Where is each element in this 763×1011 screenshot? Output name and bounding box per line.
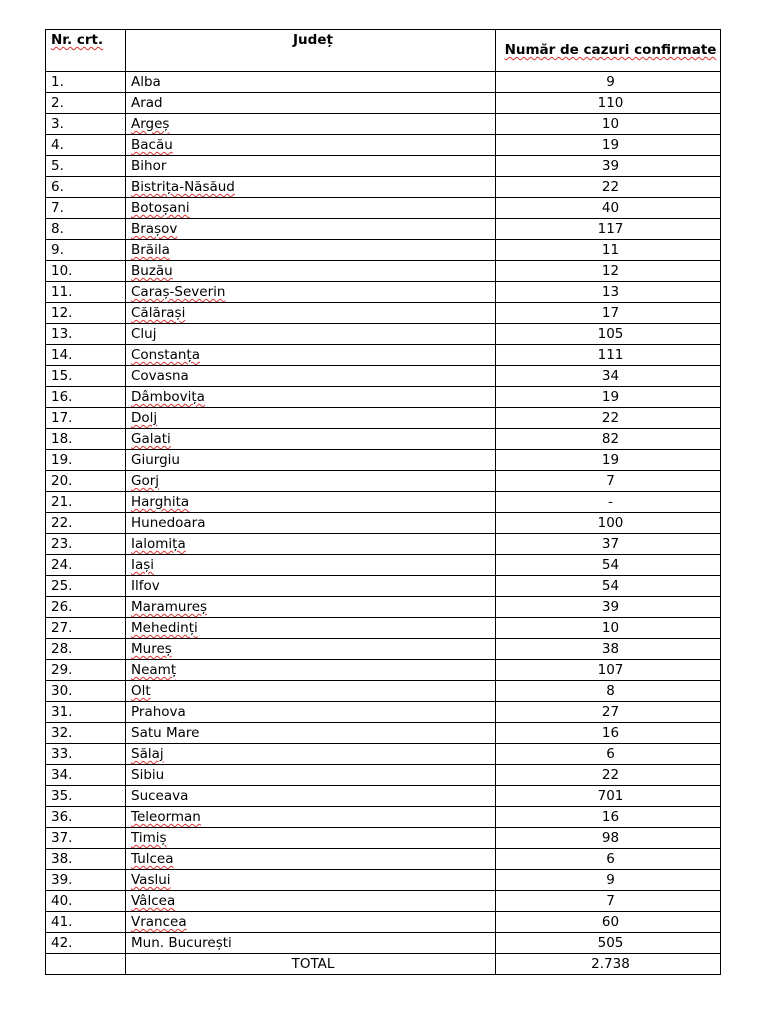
table-row xyxy=(46,681,721,702)
nr-crt-cell: 37. xyxy=(46,828,126,849)
cazuri-cell: 6 xyxy=(496,744,721,765)
judet-name: Vâlcea xyxy=(131,893,176,909)
nr-crt-cell: 27. xyxy=(46,618,126,639)
judet-cell xyxy=(126,72,496,93)
judet-cell xyxy=(126,93,496,114)
judet-name: Dâmbovița xyxy=(131,389,205,405)
nr-crt-cell: 14. xyxy=(46,345,126,366)
table-row xyxy=(46,555,721,576)
judet-name: Tulcea xyxy=(131,851,174,867)
table-row xyxy=(46,744,721,765)
judet-name: Hunedoara xyxy=(131,515,206,531)
cazuri-cell: 107 xyxy=(496,660,721,681)
table-row xyxy=(46,660,721,681)
nr-crt-cell: 8. xyxy=(46,219,126,240)
cases-table xyxy=(45,29,721,975)
judet-name: Covasna xyxy=(131,368,189,384)
nr-crt-cell: 15. xyxy=(46,366,126,387)
table-row xyxy=(46,723,721,744)
table-row xyxy=(46,93,721,114)
cazuri-cell: 17 xyxy=(496,303,721,324)
judet-name: Olt xyxy=(131,683,151,699)
judet-name: Prahova xyxy=(131,704,186,720)
judet-name: Vaslui xyxy=(131,872,171,888)
nr-crt-cell: 11. xyxy=(46,282,126,303)
nr-crt-cell: 35. xyxy=(46,786,126,807)
nr-crt-cell: 9. xyxy=(46,240,126,261)
judet-cell xyxy=(126,618,496,639)
table-row xyxy=(46,912,721,933)
total-label: TOTAL xyxy=(126,954,496,975)
table-row xyxy=(46,114,721,135)
judet-cell xyxy=(126,261,496,282)
cazuri-cell: 11 xyxy=(496,240,721,261)
nr-crt-cell: 28. xyxy=(46,639,126,660)
nr-crt-cell: 21. xyxy=(46,492,126,513)
table-row xyxy=(46,870,721,891)
judet-cell xyxy=(126,576,496,597)
table-row xyxy=(46,177,721,198)
header-nr-crt-text: Nr. crt. xyxy=(51,32,104,48)
header-row xyxy=(46,30,721,72)
cazuri-cell: 22 xyxy=(496,177,721,198)
judet-cell xyxy=(126,534,496,555)
table-row xyxy=(46,492,721,513)
cazuri-cell: 100 xyxy=(496,513,721,534)
cazuri-cell: 6 xyxy=(496,849,721,870)
judet-cell xyxy=(126,177,496,198)
cazuri-cell: 54 xyxy=(496,576,721,597)
judet-cell xyxy=(126,282,496,303)
judet-name: Bacău xyxy=(131,137,173,153)
cazuri-cell: 13 xyxy=(496,282,721,303)
header-numar-cazuri xyxy=(496,30,721,72)
nr-crt-cell: 29. xyxy=(46,660,126,681)
judet-name: Brăila xyxy=(131,242,170,258)
judet-cell xyxy=(126,345,496,366)
table-row xyxy=(46,135,721,156)
cazuri-cell: 82 xyxy=(496,429,721,450)
nr-crt-cell: 16. xyxy=(46,387,126,408)
nr-crt-cell: 26. xyxy=(46,597,126,618)
judet-cell xyxy=(126,597,496,618)
cazuri-cell: 10 xyxy=(496,114,721,135)
judet-name: Satu Mare xyxy=(131,725,200,741)
judet-cell xyxy=(126,135,496,156)
judet-cell xyxy=(126,639,496,660)
judet-cell xyxy=(126,513,496,534)
cazuri-cell: 98 xyxy=(496,828,721,849)
table-row xyxy=(46,786,721,807)
judet-name: Mun. București xyxy=(131,935,232,951)
judet-cell xyxy=(126,660,496,681)
nr-crt-cell: 12. xyxy=(46,303,126,324)
judet-cell xyxy=(126,219,496,240)
cazuri-cell: 27 xyxy=(496,702,721,723)
nr-crt-cell: 2. xyxy=(46,93,126,114)
table-row xyxy=(46,198,721,219)
table-row xyxy=(46,303,721,324)
cazuri-cell: 40 xyxy=(496,198,721,219)
nr-crt-cell: 6. xyxy=(46,177,126,198)
nr-crt-cell: 20. xyxy=(46,471,126,492)
table-row xyxy=(46,933,721,954)
table-row xyxy=(46,765,721,786)
judet-name: Mehedinți xyxy=(131,620,198,636)
judet-name: Neamț xyxy=(131,662,177,678)
nr-crt-cell: 5. xyxy=(46,156,126,177)
nr-crt-cell: 4. xyxy=(46,135,126,156)
nr-crt-cell: 33. xyxy=(46,744,126,765)
nr-crt-cell: 31. xyxy=(46,702,126,723)
total-empty-cell xyxy=(46,954,126,975)
cazuri-cell: 16 xyxy=(496,723,721,744)
cazuri-cell: 19 xyxy=(496,450,721,471)
judet-cell xyxy=(126,765,496,786)
nr-crt-cell: 41. xyxy=(46,912,126,933)
header-numar-cazuri-text: Număr de cazuri confirmate xyxy=(504,42,717,58)
cazuri-cell: 12 xyxy=(496,261,721,282)
judet-cell xyxy=(126,702,496,723)
table-row xyxy=(46,324,721,345)
table-row xyxy=(46,576,721,597)
judet-cell xyxy=(126,471,496,492)
table-row xyxy=(46,408,721,429)
nr-crt-cell: 32. xyxy=(46,723,126,744)
judet-cell xyxy=(126,114,496,135)
table-row xyxy=(46,807,721,828)
judet-cell xyxy=(126,807,496,828)
judet-name: Sălaj xyxy=(131,746,164,762)
table-row xyxy=(46,534,721,555)
judet-name: Cluj xyxy=(131,326,157,342)
judet-cell xyxy=(126,828,496,849)
judet-cell xyxy=(126,198,496,219)
judet-cell xyxy=(126,891,496,912)
table-row xyxy=(46,240,721,261)
judet-name: Suceava xyxy=(131,788,189,804)
judet-name: Gorj xyxy=(131,473,160,489)
nr-crt-cell: 40. xyxy=(46,891,126,912)
table-row xyxy=(46,471,721,492)
table-body xyxy=(46,72,721,954)
cazuri-cell: 54 xyxy=(496,555,721,576)
cazuri-cell: 7 xyxy=(496,891,721,912)
cazuri-cell: 19 xyxy=(496,387,721,408)
cazuri-cell: 9 xyxy=(496,870,721,891)
table-row xyxy=(46,828,721,849)
nr-crt-cell: 24. xyxy=(46,555,126,576)
cazuri-cell: 37 xyxy=(496,534,721,555)
cazuri-cell: - xyxy=(496,492,721,513)
judet-cell xyxy=(126,366,496,387)
judet-name: Harghita xyxy=(131,494,190,510)
judet-cell xyxy=(126,555,496,576)
table-row xyxy=(46,639,721,660)
cazuri-cell: 22 xyxy=(496,408,721,429)
judet-cell xyxy=(126,156,496,177)
judet-name: Ialomița xyxy=(131,536,186,552)
judet-cell xyxy=(126,681,496,702)
judet-name: Constanța xyxy=(131,347,200,363)
cazuri-cell: 16 xyxy=(496,807,721,828)
judet-name: Sibiu xyxy=(131,767,165,783)
nr-crt-cell: 18. xyxy=(46,429,126,450)
table-row xyxy=(46,366,721,387)
cazuri-cell: 39 xyxy=(496,597,721,618)
judet-cell xyxy=(126,387,496,408)
cazuri-cell: 39 xyxy=(496,156,721,177)
judet-cell xyxy=(126,450,496,471)
judet-name: Giurgiu xyxy=(131,452,180,468)
nr-crt-cell: 42. xyxy=(46,933,126,954)
judet-name: Ilfov xyxy=(131,578,160,594)
judet-cell xyxy=(126,240,496,261)
table-row xyxy=(46,513,721,534)
nr-crt-cell: 39. xyxy=(46,870,126,891)
judet-name: Teleorman xyxy=(131,809,201,825)
header-nr-crt xyxy=(46,30,126,72)
table-row xyxy=(46,72,721,93)
nr-crt-cell: 34. xyxy=(46,765,126,786)
table-row xyxy=(46,618,721,639)
judet-cell xyxy=(126,933,496,954)
judet-name: Călărași xyxy=(131,305,186,321)
nr-crt-cell: 25. xyxy=(46,576,126,597)
nr-crt-cell: 10. xyxy=(46,261,126,282)
judet-name: Timiș xyxy=(131,830,167,846)
nr-crt-cell: 7. xyxy=(46,198,126,219)
table-row xyxy=(46,219,721,240)
table-row xyxy=(46,345,721,366)
table-row xyxy=(46,849,721,870)
judet-cell xyxy=(126,492,496,513)
cazuri-cell: 111 xyxy=(496,345,721,366)
judet-cell xyxy=(126,786,496,807)
cazuri-cell: 7 xyxy=(496,471,721,492)
cazuri-cell: 38 xyxy=(496,639,721,660)
cazuri-cell: 105 xyxy=(496,324,721,345)
judet-name: Argeș xyxy=(131,116,170,132)
judet-cell xyxy=(126,324,496,345)
judet-name: Botoșani xyxy=(131,200,190,216)
total-value: 2.738 xyxy=(496,954,721,975)
judet-name: Mureș xyxy=(131,641,172,657)
header-judet: Județ xyxy=(126,30,496,72)
judet-name: Galati xyxy=(131,431,171,447)
cazuri-cell: 117 xyxy=(496,219,721,240)
table-row xyxy=(46,702,721,723)
cazuri-cell: 34 xyxy=(496,366,721,387)
judet-name: Brașov xyxy=(131,221,178,237)
judet-name: Arad xyxy=(131,95,163,111)
nr-crt-cell: 1. xyxy=(46,72,126,93)
table-row xyxy=(46,387,721,408)
judet-name: Buzău xyxy=(131,263,173,279)
judet-name: Dolj xyxy=(131,410,158,426)
judet-cell xyxy=(126,744,496,765)
nr-crt-cell: 36. xyxy=(46,807,126,828)
judet-name: Vrancea xyxy=(131,914,187,930)
judet-cell xyxy=(126,723,496,744)
judet-name: Iași xyxy=(131,557,155,573)
judet-cell xyxy=(126,408,496,429)
judet-name: Maramureș xyxy=(131,599,208,615)
cazuri-cell: 505 xyxy=(496,933,721,954)
judet-cell xyxy=(126,429,496,450)
judet-name: Bihor xyxy=(131,158,167,174)
judet-cell xyxy=(126,912,496,933)
table-row xyxy=(46,429,721,450)
nr-crt-cell: 22. xyxy=(46,513,126,534)
nr-crt-cell: 38. xyxy=(46,849,126,870)
nr-crt-cell: 30. xyxy=(46,681,126,702)
cazuri-cell: 110 xyxy=(496,93,721,114)
nr-crt-cell: 17. xyxy=(46,408,126,429)
judet-cell xyxy=(126,849,496,870)
cazuri-cell: 701 xyxy=(496,786,721,807)
nr-crt-cell: 3. xyxy=(46,114,126,135)
table-row xyxy=(46,450,721,471)
cazuri-cell: 22 xyxy=(496,765,721,786)
total-row xyxy=(46,954,721,975)
cazuri-cell: 60 xyxy=(496,912,721,933)
judet-name: Alba xyxy=(131,74,161,90)
cazuri-cell: 19 xyxy=(496,135,721,156)
judet-cell xyxy=(126,303,496,324)
table-row xyxy=(46,282,721,303)
judet-name: Caraș-Severin xyxy=(131,284,226,300)
table-row xyxy=(46,891,721,912)
nr-crt-cell: 23. xyxy=(46,534,126,555)
judet-name: Bistrița-Năsăud xyxy=(131,179,235,195)
cazuri-cell: 10 xyxy=(496,618,721,639)
cazuri-cell: 9 xyxy=(496,72,721,93)
table-row xyxy=(46,261,721,282)
nr-crt-cell: 13. xyxy=(46,324,126,345)
table-row xyxy=(46,156,721,177)
judet-cell xyxy=(126,870,496,891)
nr-crt-cell: 19. xyxy=(46,450,126,471)
cazuri-cell: 8 xyxy=(496,681,721,702)
table-row xyxy=(46,597,721,618)
